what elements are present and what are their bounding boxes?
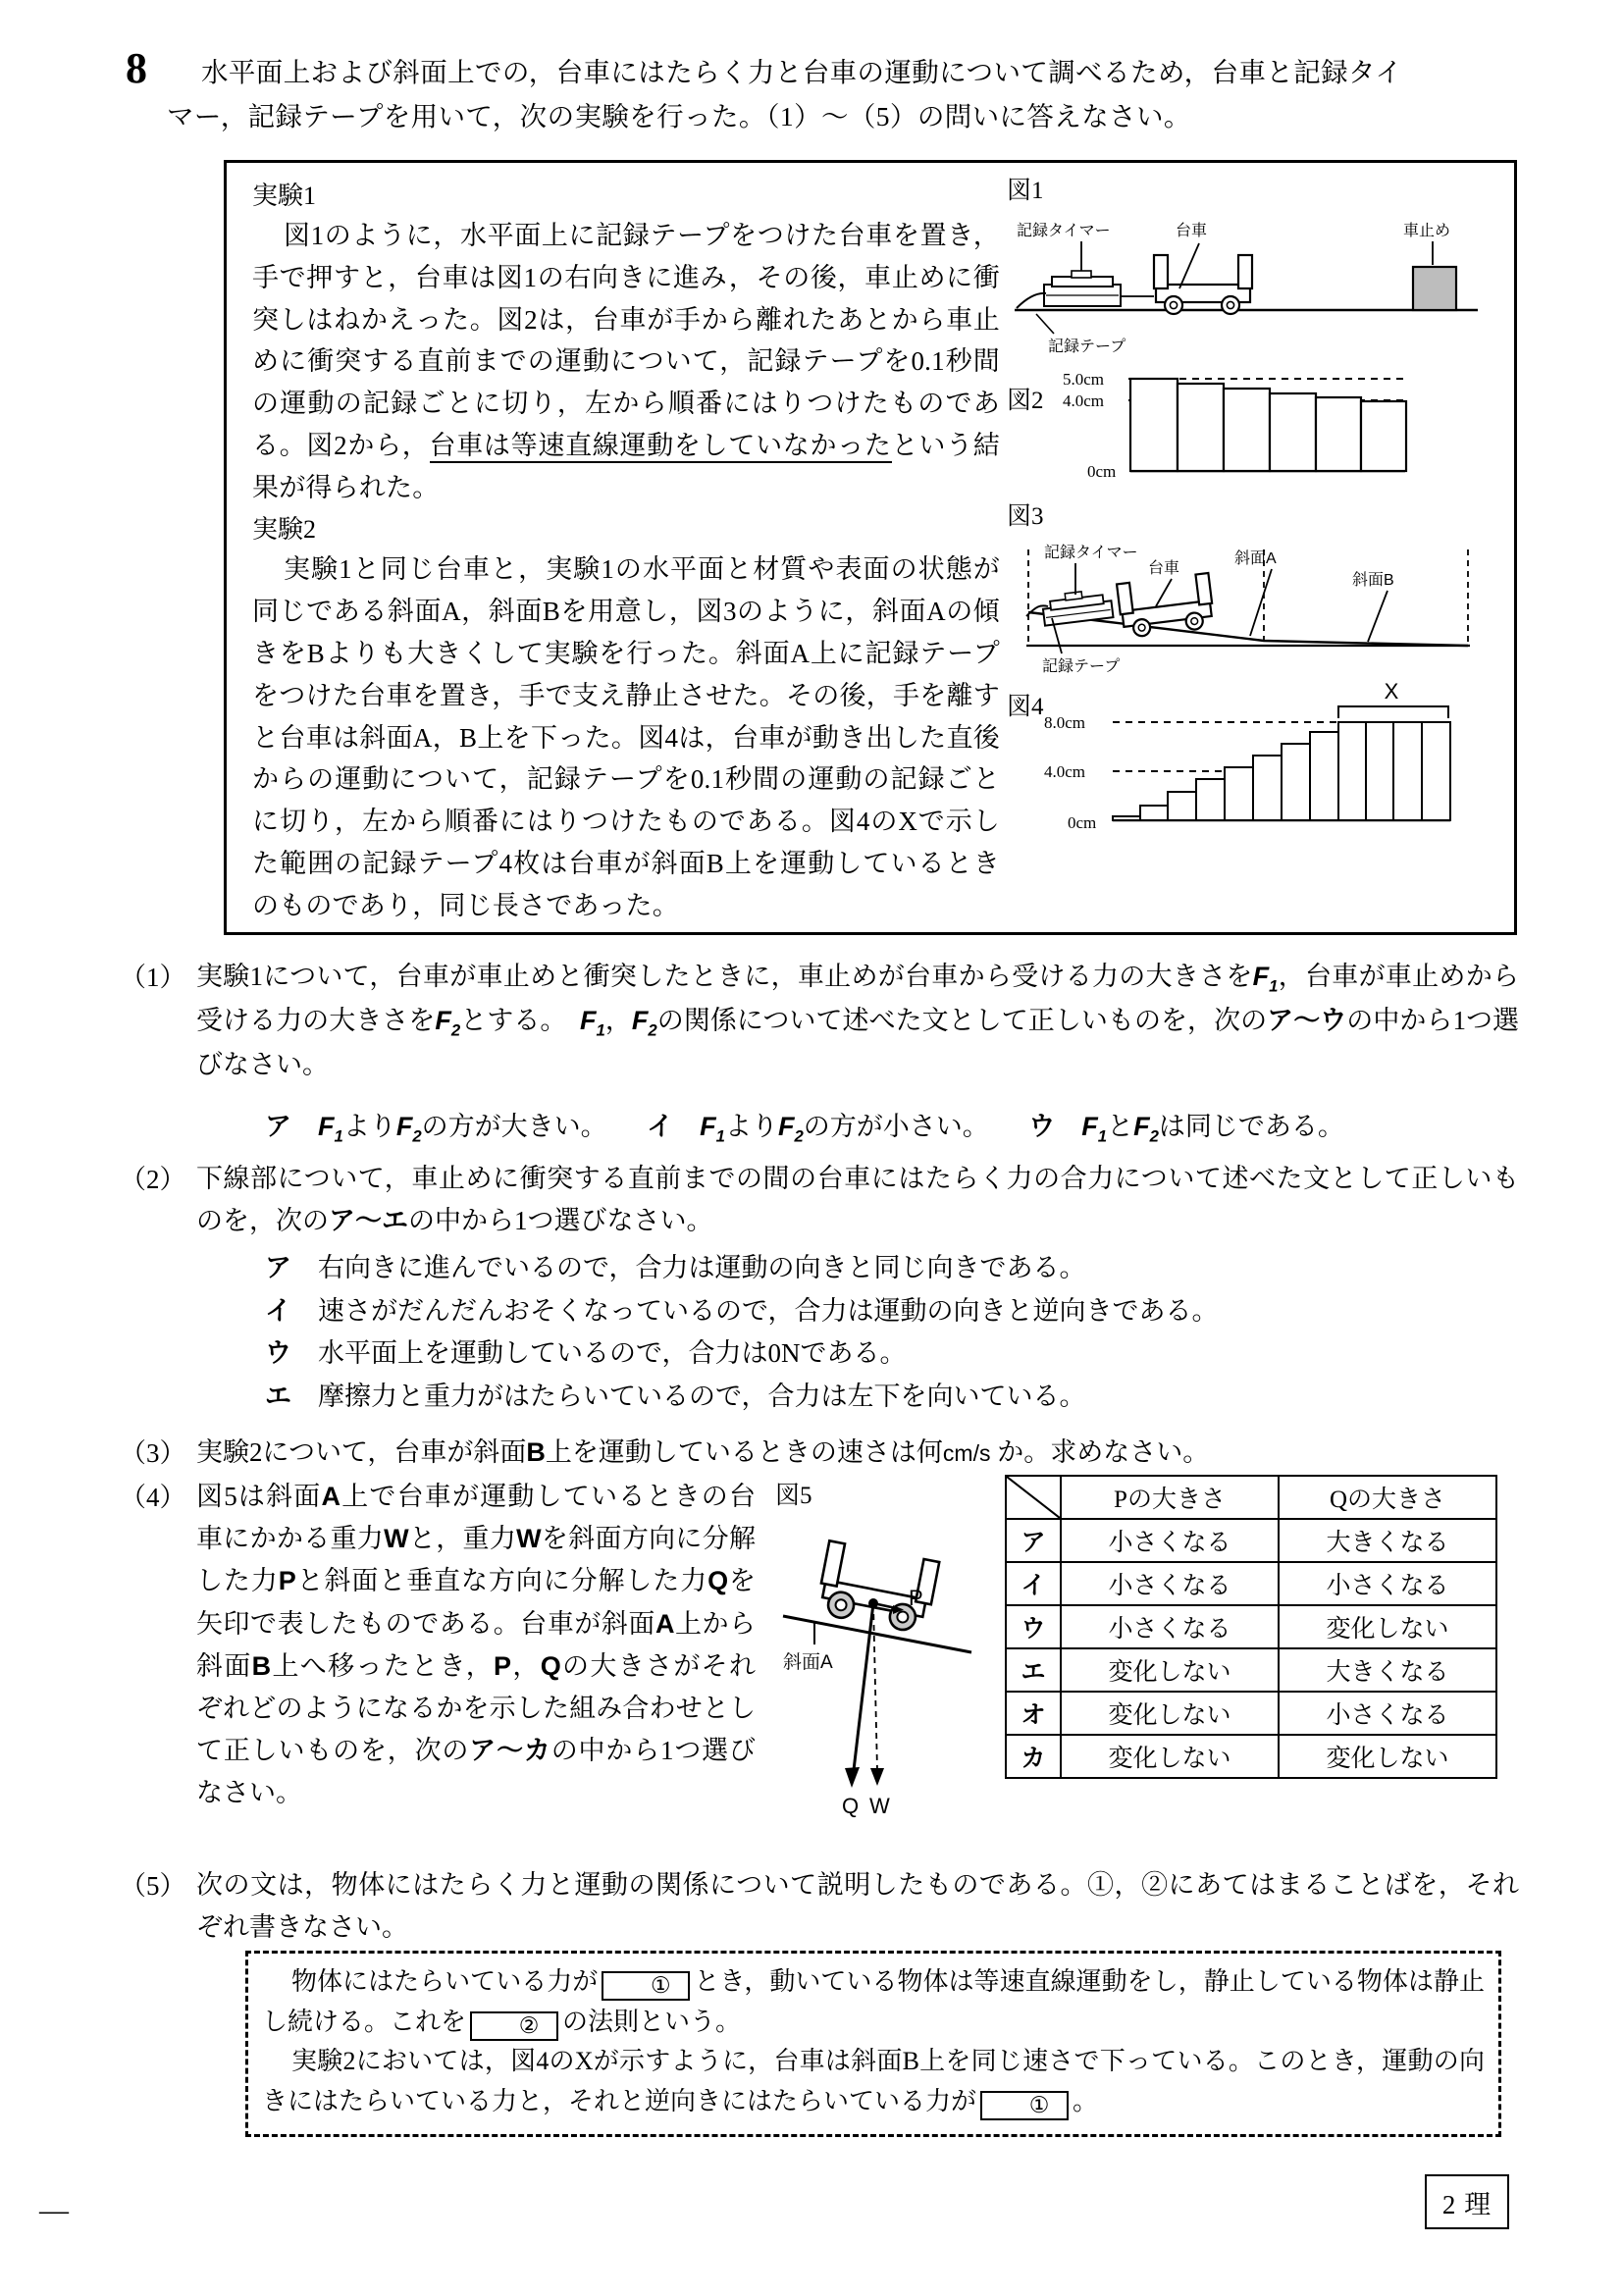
figure-5-label-w: W <box>869 1794 890 1818</box>
fill-p2-b: 。 <box>1073 2086 1099 2115</box>
question-3-body: 実験2について，台車が斜面B上を運動しているときの速さは何cm/s か。求めなさい。 <box>196 1437 1210 1467</box>
row-mark: オ <box>1006 1692 1061 1735</box>
figures-column <box>1007 169 1502 848</box>
row-p-value: 小さくなる <box>1061 1562 1279 1605</box>
answer-choice-table <box>1005 1475 1497 1779</box>
question-1-number: （1） <box>120 963 186 992</box>
table-row[interactable] <box>1006 1692 1496 1735</box>
experiment-box <box>224 160 1517 935</box>
fill-in-box <box>245 1951 1501 2137</box>
row-p-value: 変化しない <box>1061 1648 1279 1692</box>
row-mark: イ <box>1006 1562 1061 1605</box>
exp1-underlined-text: 台車は等速直線運動をしていなかった <box>430 431 892 463</box>
option-i[interactable]: イ 速さがだんだんおそくなっているので，合力は運動の向きと逆向きである。 <box>265 1295 1219 1326</box>
blank-3[interactable]: ① <box>980 2091 1069 2120</box>
figure-4-ytick-mid: 4.0cm <box>1044 762 1086 781</box>
figure-1-tape-label: 記録テープ <box>1048 339 1126 355</box>
figure-1-label: 図1 <box>1007 178 1044 204</box>
figure-5 <box>775 1476 1011 1829</box>
figure-5-label: 図5 <box>775 1483 812 1509</box>
question-2-options <box>265 1247 1531 1419</box>
exp1-text-b: という結果が得られた。 <box>252 430 1000 502</box>
diagonal-slash-icon <box>1007 1477 1060 1518</box>
figure-4-label: 図4 <box>1007 694 1044 720</box>
page-title: 8 <box>126 44 147 92</box>
question-4-number: （4） <box>120 1483 186 1512</box>
row-q-value: 大きくなる <box>1279 1648 1496 1692</box>
figure-2 <box>1007 361 1502 495</box>
col-header-q: Qの大きさ <box>1279 1476 1496 1519</box>
table-row[interactable] <box>1006 1605 1496 1648</box>
fill-p1-c: の法則という。 <box>562 2007 742 2036</box>
row-p-value: 小さくなる <box>1061 1605 1279 1648</box>
figure-1-stopper-label: 車止め <box>1403 223 1451 239</box>
row-q-value: 変化しない <box>1279 1735 1496 1778</box>
table-row[interactable] <box>1006 1735 1496 1778</box>
figure-2-ytick-top: 5.0cm <box>1063 370 1105 389</box>
option-u[interactable]: ウ 水平面上を運動しているので，合力は0Nである。 <box>265 1338 907 1369</box>
figure-4-ytick-zero: 0cm <box>1068 813 1097 832</box>
table-row[interactable] <box>1006 1519 1496 1562</box>
lead-paragraph <box>167 51 1521 138</box>
figure-3-diagram <box>1007 496 1497 675</box>
experiment-2-paragraph: 実験1と同じ台車と，実験1の水平面と材質や表面の状態が同じである斜面A，斜面Bを用意し，図3のように，斜面Aの傾きをBよりも大きくして実験を行った。斜面A上に記録テープをつけた台車を置き，手で支え静止させた。その後，手を離すと台車は斜面A，B上を下った。図4は，台車が動き出した直後からの運動について，記録テープを0.1秒間の運動の記録ごとに切り，左から順番にはりつけたものである。図4のXで示した範囲の記録テープ4枚は台車が斜面B上を運動しているときのものであり，同じ長さであった。 <box>252 554 1000 920</box>
question-2-number: （2） <box>120 1165 186 1194</box>
page-dash: ― <box>39 2194 69 2226</box>
page-number-badge: 2 理 <box>1425 2174 1509 2229</box>
figure-3-cart-label: 台車 <box>1148 560 1180 577</box>
option-e-text: 摩擦力と重力がはたらいているので，合力は左下を向いている。 <box>318 1382 1086 1412</box>
figure-3-slope-a-label: 斜面A <box>1234 550 1277 567</box>
figure-2-label: 図2 <box>1007 388 1044 414</box>
row-q-value: 大きくなる <box>1279 1519 1496 1562</box>
experiment-2-title: 実験2 <box>252 515 317 545</box>
row-q-value: 変化しない <box>1279 1605 1496 1648</box>
option-i-text: 速さがだんだんおそくなっているので，合力は運動の向きと逆向きである。 <box>318 1295 1219 1326</box>
figure-5-label-p: P <box>909 1586 923 1610</box>
figure-1-cart-label: 台車 <box>1176 223 1208 239</box>
figure-4-range-label: X <box>1384 679 1399 704</box>
exp1-text-a: 図1のように，水平面上に記録テープをつけた台車を置き，手で押すと，台車は図1の右向きに進み，その後，車止めに衝突しはねかえった。図2は，台車が手から離れたあとから車止めに衝突する直前までの運動について，記録テープを0.1秒間の運動の記録ごとに切り，左から順番にはりつけたものである。図2から， <box>252 221 1000 460</box>
blank-2[interactable]: ② <box>470 2011 558 2041</box>
lead-line-1: 水平面上および斜面上での，台車にはたらく力と台車の運動について調べるため，台車と記録タイ <box>201 57 1403 87</box>
row-q-value: 小さくなる <box>1279 1562 1496 1605</box>
row-p-value: 変化しない <box>1061 1692 1279 1735</box>
fill-in-paragraph-1 <box>248 1962 1498 2042</box>
question-1-body: 実験1について，台車が車止めと衝突したときに，車止めが台車から受ける力の大きさを$F_1$，台車が車止めから受ける力の大きさを$F_2$とする。 $F_1$，$F_2$の関係について述べた文として正しいものを，次のア～ウの中から1つ選びなさい。 <box>196 962 1520 1080</box>
figure-2-ytick-mid: 4.0cm <box>1063 391 1105 410</box>
experiment-1-paragraph <box>252 215 1000 508</box>
option-a-text: 右向きに進んでいるので，合力は運動の向きと同じ向きである。 <box>318 1253 1086 1282</box>
row-p-value: 小さくなる <box>1061 1519 1279 1562</box>
question-2-body: 下線部について，車止めに衝突する直前までの間の台車にはたらく力の合力について述べた文として正しいものを，次のア～エの中から1つ選びなさい。 <box>196 1164 1519 1236</box>
figure-3-tape-label: 記録テープ <box>1042 658 1121 675</box>
figure-1 <box>1007 169 1502 365</box>
question-4-body: 図5は斜面A上で台車が運動しているときの台車にかかる重力Wと，重力Wを斜面方向に分解した力Pと斜面と垂直な方向に分解した力Qを矢印で表したものである。台車が斜面A上から斜面B上へ移ったとき，P，Qの大きさがそれぞれどのようになるかを示した組み合わせとして正しいものを，次のア～カの中から1つ選びなさい。 <box>196 1482 757 1808</box>
row-mark: エ <box>1006 1648 1061 1692</box>
figure-3-label: 図3 <box>1007 503 1044 530</box>
table-header-row <box>1006 1476 1496 1519</box>
figure-1-timer-label: 記録タイマー <box>1017 223 1111 239</box>
blank-1[interactable]: ① <box>602 1971 690 2001</box>
row-mark: ウ <box>1006 1605 1061 1648</box>
figure-4-chart <box>1007 681 1497 844</box>
fill-p1-a: 物体にはたらいている力が <box>291 1967 599 1996</box>
option-a[interactable]: ア 右向きに進んでいるので，合力は運動の向きと同じ向きである。 <box>265 1253 1086 1282</box>
question-5-number: （5） <box>120 1871 186 1901</box>
row-p-value: 変化しない <box>1061 1735 1279 1778</box>
fill-p2-a: 実験2においては，図4のXが示すように，台車は斜面B上を同じ速さで下っている。このとき，運動の向きにはたらいている力と，それと逆向きにはたらいている力が <box>262 2047 1485 2115</box>
question-5-body: 次の文は，物体にはたらく力と運動の関係について説明したものである。①，②にあてはまることばを，それぞれ書きなさい。 <box>196 1870 1519 1943</box>
question-1-options <box>265 1106 1531 1150</box>
figure-5-label-q: Q <box>842 1794 860 1818</box>
fill-p1-b: とき，動いている物体は等速直線運動をし，静止している物体は静止し続ける。これを <box>262 1967 1485 2036</box>
fill-in-paragraph-2 <box>248 2042 1498 2121</box>
table-corner-cell <box>1006 1476 1061 1519</box>
figure-4 <box>1007 681 1502 848</box>
figure-5-diagram <box>775 1476 1021 1819</box>
figure-5-slope-a-label: 斜面A <box>783 1652 833 1673</box>
option-a[interactable]: ア $F_1$より$F_2$の方が大きい。 <box>265 1112 595 1146</box>
table-row[interactable] <box>1006 1562 1496 1605</box>
figure-1-diagram <box>1007 169 1497 355</box>
option-u[interactable]: ウ $F_1$と$F_2$は同じである。 <box>1028 1112 1344 1146</box>
col-header-p: Pの大きさ <box>1061 1476 1279 1519</box>
option-u-text: 水平面上を運動しているので，合力は0Nである。 <box>318 1338 907 1369</box>
figure-2-chart <box>1007 361 1497 491</box>
figure-2-ytick-zero: 0cm <box>1087 462 1117 481</box>
figure-3 <box>1007 496 1502 681</box>
option-e[interactable]: エ 摩擦力と重力がはたらいているので，合力は左下を向いている。 <box>265 1382 1086 1412</box>
table-row[interactable] <box>1006 1648 1496 1692</box>
row-mark: ア <box>1006 1519 1061 1562</box>
row-mark: カ <box>1006 1735 1061 1778</box>
figure-4-ytick-top: 8.0cm <box>1044 713 1086 732</box>
row-q-value: 小さくなる <box>1279 1692 1496 1735</box>
figure-3-timer-label: 記録タイマー <box>1044 545 1138 561</box>
question-3-number: （3） <box>120 1438 186 1468</box>
option-i[interactable]: イ $F_1$より$F_2$の方が小さい。 <box>647 1112 976 1146</box>
experiment-text-column <box>244 173 1000 927</box>
figure-3-slope-b-label: 斜面B <box>1352 572 1394 589</box>
lead-line-2: マー，記録テープを用いて，次の実験を行った。（1）～（5）の問いに答えなさい。 <box>167 100 1191 131</box>
experiment-1-title: 実験1 <box>252 182 317 210</box>
